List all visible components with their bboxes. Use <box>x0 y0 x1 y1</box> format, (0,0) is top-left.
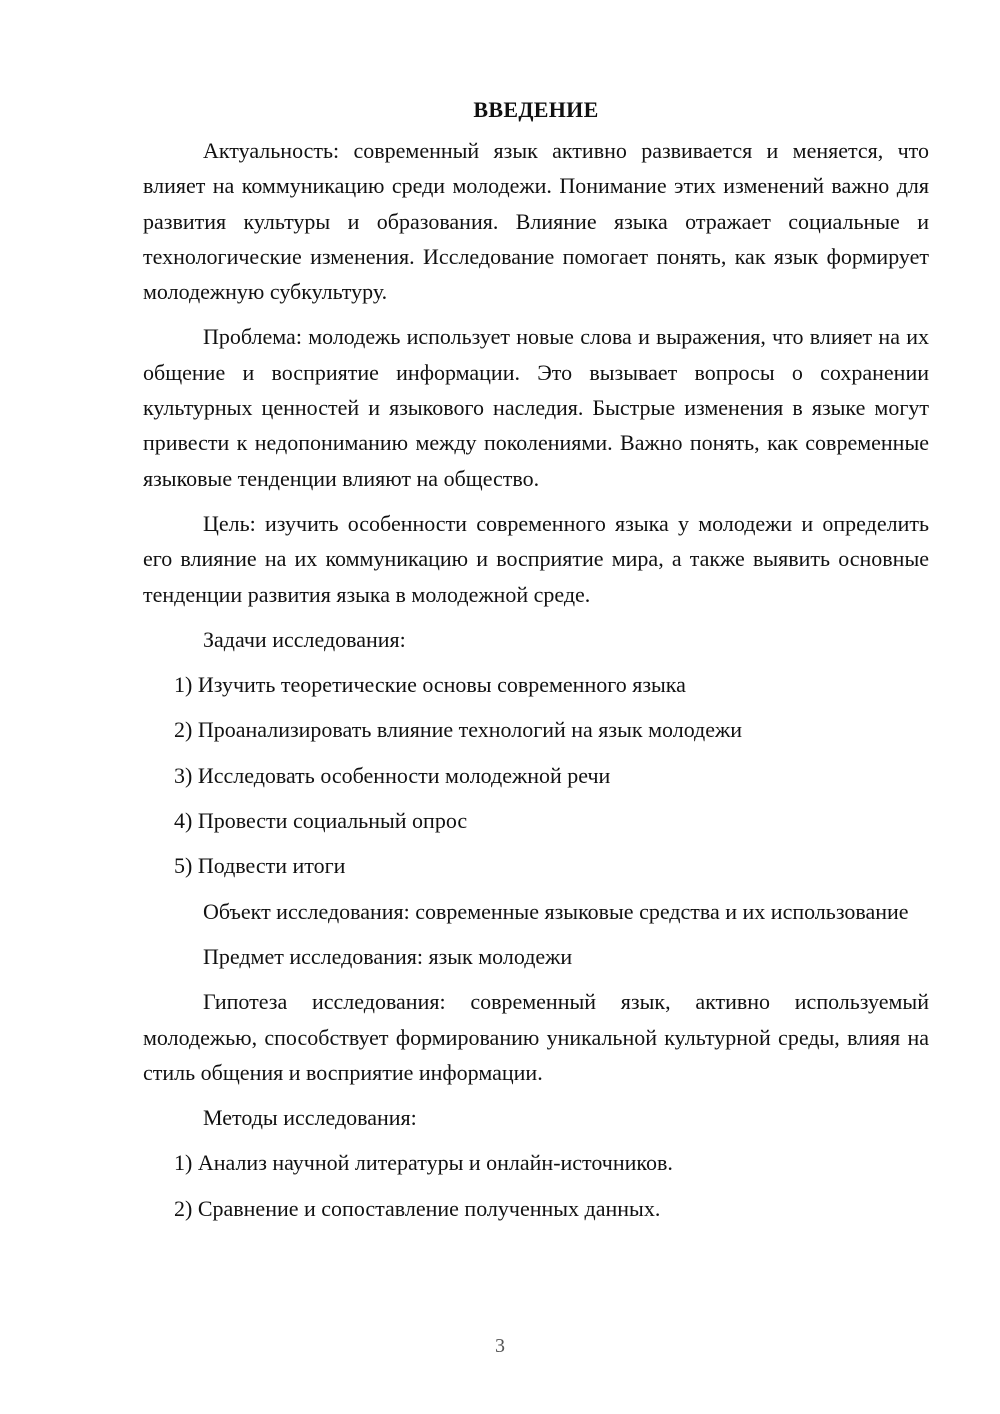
method-item: 2) Сравнение и сопоставление полученных данных. <box>174 1195 661 1221</box>
tasks-label: Задачи исследования: <box>203 626 406 652</box>
task-item: 2) Проанализировать влияние технологий на язык молодежи <box>174 717 742 743</box>
paragraph-relevance: Актуальность: современный язык активно развивается и меняется, что влияет на коммуникацию среди молодежи. Понимание этих изменений важно для развития культуры и образования. Влияние языка отражает социальные и технологические изменения. Исследование помогает понять, как язык формирует молодежную субкультуру. <box>143 138 929 305</box>
paragraph-subject: Предмет исследования: язык молодежи <box>203 943 573 969</box>
paragraph-hypothesis: Гипотеза исследования: современный язык, активно используемый молодежью, способствует формированию уникальной культурной среды, влияя на стиль общения и восприятие информации. <box>143 989 929 1085</box>
section-heading: ВВЕДЕНИЕ <box>473 97 599 122</box>
paragraph-object: Объект исследования: современные языковые средства и их использование <box>203 898 909 924</box>
methods-label: Методы исследования: <box>203 1105 417 1131</box>
paragraph-problem: Проблема: молодежь использует новые слова и выражения, что влияет на их общение и восприятие информации. Это вызывает вопросы о сохранении культурных ценностей и языкового наследия. Быстрые изменения в языке могут привести к недопониманию между поколениями. Важно понять, как современные языковые тенденции влияют на общество. <box>143 324 929 491</box>
task-item: 5) Подвести итоги <box>174 853 346 879</box>
task-item: 1) Изучить теоретические основы современного языка <box>174 672 686 698</box>
page-number: 3 <box>495 1335 505 1357</box>
paragraph-goal: Цель: изучить особенности современного языка у молодежи и определить его влияние на их коммуникацию и восприятие мира, а также выявить основные тенденции развития языка в молодежной среде. <box>143 510 929 607</box>
document-page <box>143 92 929 1236</box>
task-item: 3) Исследовать особенности молодежной речи <box>174 762 611 788</box>
method-item: 1) Анализ научной литературы и онлайн-источников. <box>174 1150 673 1176</box>
task-item: 4) Провести социальный опрос <box>174 808 468 834</box>
